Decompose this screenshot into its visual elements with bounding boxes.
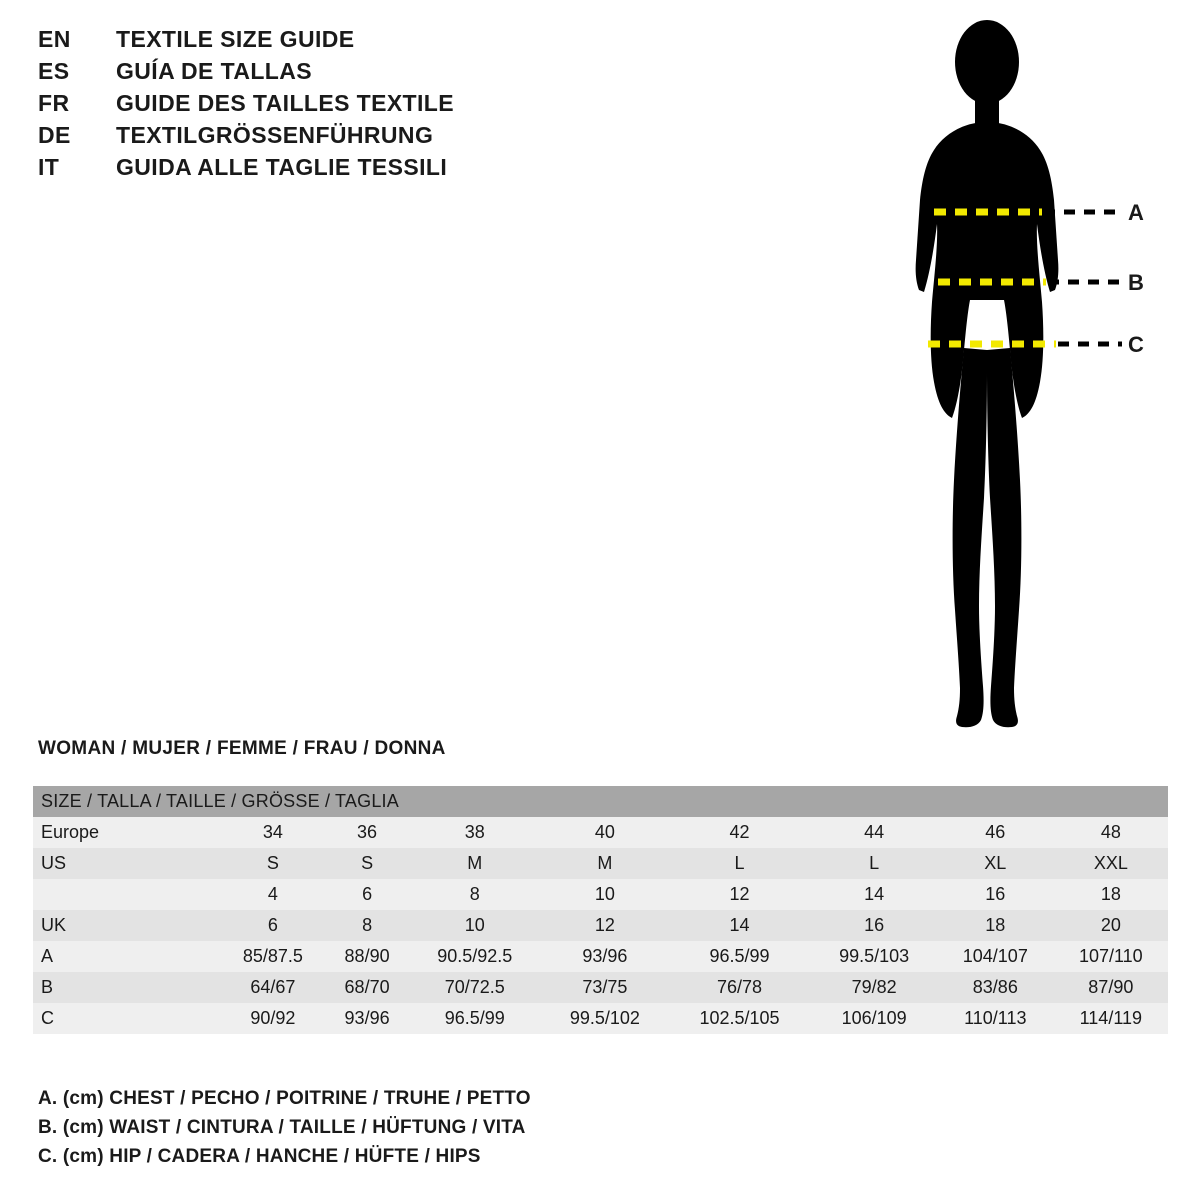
language-code: FR [38, 90, 70, 116]
measurement-legend [38, 1088, 838, 1175]
cell: 96.5/99 [668, 941, 812, 972]
cell: 90/92 [219, 1003, 327, 1034]
section-caption: WOMAN / MUJER / FEMME / FRAU / DONNA [38, 738, 446, 759]
cell: 8 [407, 879, 542, 910]
cell: 88/90 [327, 941, 408, 972]
cell: 64/67 [219, 972, 327, 1003]
title-row [38, 58, 658, 90]
cell: 14 [668, 910, 812, 941]
cell: 76/78 [668, 972, 812, 1003]
cell: 107/110 [1054, 941, 1168, 972]
cell: S [219, 848, 327, 879]
row-label: C [33, 1003, 219, 1034]
row-label [33, 879, 219, 910]
cell: 20 [1054, 910, 1168, 941]
size-chart-table [33, 786, 1168, 1034]
cell: L [811, 848, 937, 879]
cell: L [668, 848, 812, 879]
cell: 114/119 [1054, 1003, 1168, 1034]
cell: 42 [668, 817, 812, 848]
body-measurement-figure [860, 10, 1190, 750]
cell: 12 [542, 910, 668, 941]
legend-item-a: A. (cm) CHEST / PECHO / POITRINE / TRUHE / PETTO [38, 1088, 531, 1109]
cell: 18 [1054, 879, 1168, 910]
table-row [33, 910, 1168, 941]
language-code: EN [38, 26, 71, 52]
cell: 96.5/99 [407, 1003, 542, 1034]
measure-label-b: B [1128, 270, 1144, 295]
title-row [38, 154, 658, 186]
table-row [33, 1003, 1168, 1034]
cell: 90.5/92.5 [407, 941, 542, 972]
cell: 8 [327, 910, 408, 941]
table-row [33, 848, 1168, 879]
title-text: GUÍA DE TALLAS [116, 58, 312, 84]
cell: 16 [811, 910, 937, 941]
cell: S [327, 848, 408, 879]
cell: 44 [811, 817, 937, 848]
cell: 99.5/103 [811, 941, 937, 972]
cell: 73/75 [542, 972, 668, 1003]
language-code: ES [38, 58, 70, 84]
row-label: US [33, 848, 219, 879]
legend-item-c: C. (cm) HIP / CADERA / HANCHE / HÜFTE / HIPS [38, 1146, 481, 1167]
table-body [33, 817, 1168, 1034]
legend-item-b: B. (cm) WAIST / CINTURA / TAILLE / HÜFTUNG / VITA [38, 1117, 526, 1138]
table-row [33, 817, 1168, 848]
row-label: UK [33, 910, 219, 941]
language-code: DE [38, 122, 71, 148]
row-label: A [33, 941, 219, 972]
table-row [33, 972, 1168, 1003]
title-block [38, 26, 658, 186]
table-header [33, 786, 1168, 817]
title-row [38, 90, 658, 122]
title-text: GUIDA ALLE TAGLIE TESSILI [116, 154, 448, 180]
cell: 110/113 [937, 1003, 1054, 1034]
cell: 85/87.5 [219, 941, 327, 972]
cell: 40 [542, 817, 668, 848]
cell: 12 [668, 879, 812, 910]
cell: 10 [407, 910, 542, 941]
title-text: GUIDE DES TAILLES TEXTILE [116, 90, 454, 116]
title-row [38, 26, 658, 58]
cell: 93/96 [542, 941, 668, 972]
cell: XXL [1054, 848, 1168, 879]
title-row [38, 122, 658, 154]
cell: 68/70 [327, 972, 408, 1003]
measure-label-c: C [1128, 332, 1144, 357]
table-header-row [33, 786, 1168, 817]
cell: XL [937, 848, 1054, 879]
title-text: TEXTILGRÖSSENFÜHRUNG [116, 122, 434, 148]
cell: 14 [811, 879, 937, 910]
language-code: IT [38, 154, 60, 180]
cell: 46 [937, 817, 1054, 848]
cell: 93/96 [327, 1003, 408, 1034]
cell: 6 [327, 879, 408, 910]
cell: 99.5/102 [542, 1003, 668, 1034]
cell: 34 [219, 817, 327, 848]
cell: M [407, 848, 542, 879]
cell: 87/90 [1054, 972, 1168, 1003]
cell: M [542, 848, 668, 879]
cell: 6 [219, 910, 327, 941]
cell: 102.5/105 [668, 1003, 812, 1034]
cell: 48 [1054, 817, 1168, 848]
cell: 106/109 [811, 1003, 937, 1034]
cell: 38 [407, 817, 542, 848]
row-label: Europe [33, 817, 219, 848]
cell: 70/72.5 [407, 972, 542, 1003]
cell: 104/107 [937, 941, 1054, 972]
cell: 10 [542, 879, 668, 910]
cell: 79/82 [811, 972, 937, 1003]
row-label: B [33, 972, 219, 1003]
table-header-cell: SIZE / TALLA / TAILLE / GRÖSSE / TAGLIA [33, 786, 1168, 817]
cell: 16 [937, 879, 1054, 910]
cell: 4 [219, 879, 327, 910]
measure-label-a: A [1128, 200, 1144, 225]
cell: 83/86 [937, 972, 1054, 1003]
cell: 18 [937, 910, 1054, 941]
female-silhouette-icon [860, 10, 1190, 750]
table-row [33, 879, 1168, 910]
cell: 36 [327, 817, 408, 848]
table-row [33, 941, 1168, 972]
title-text: TEXTILE SIZE GUIDE [116, 26, 355, 52]
